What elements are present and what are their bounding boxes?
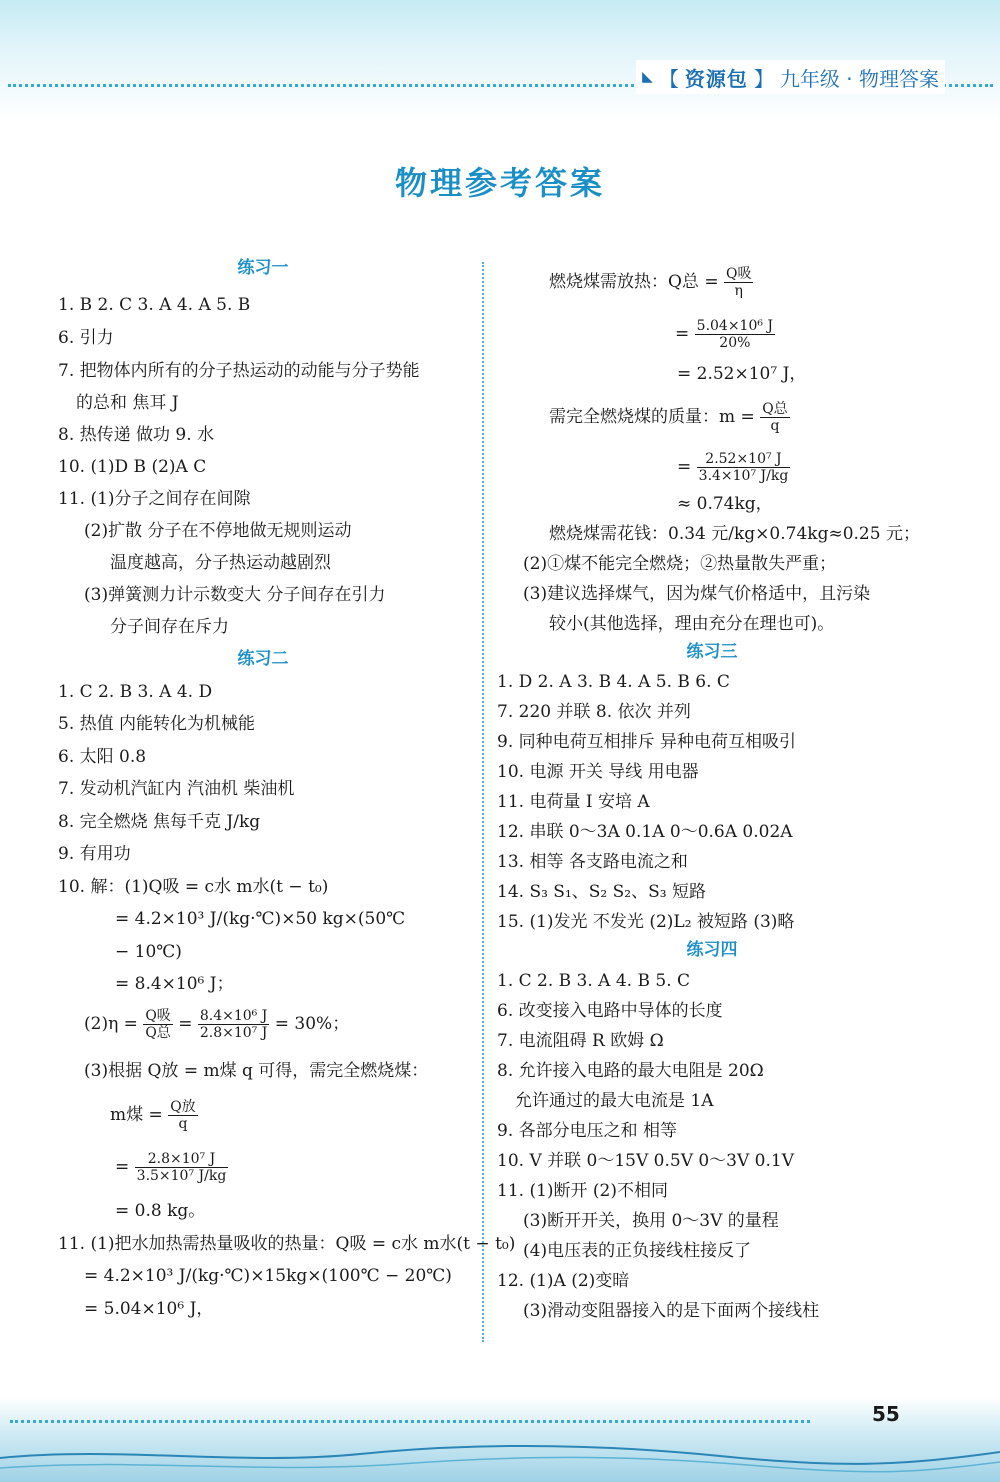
answer-line: 12. 串联 0～3A 0.1A 0～0.6A 0.02A bbox=[497, 822, 793, 842]
footer-wave-decoration bbox=[0, 1436, 1000, 1476]
coal-mass-formula-2 bbox=[549, 401, 790, 434]
answer-line: 分子间存在斥力 bbox=[110, 617, 229, 637]
answer-line: = 0.8 kg。 bbox=[115, 1201, 206, 1221]
numerator: Q放 bbox=[170, 1099, 196, 1115]
bracket-right: 】 bbox=[753, 66, 774, 91]
answer-line: 1. D 2. A 3. B 4. A 5. B 6. C bbox=[497, 672, 730, 692]
formula-text: = bbox=[178, 1014, 193, 1034]
denominator: 20% bbox=[719, 335, 751, 351]
fraction bbox=[695, 318, 775, 351]
answer-line: (2)①煤不能完全燃烧；②热量散失严重； bbox=[523, 554, 837, 574]
fraction bbox=[760, 401, 789, 434]
header-brand: 资源包 bbox=[684, 66, 748, 91]
answer-line: (4)电压表的正负接线柱接反了 bbox=[523, 1241, 752, 1261]
answer-line: 7. 电流阻碍 R 欧姆 Ω bbox=[497, 1031, 664, 1051]
header-subtitle: 九年级 · 物理答案 bbox=[779, 66, 939, 91]
answer-line: 燃烧煤需花钱：0.34 元/kg×0.74kg≈0.25 元； bbox=[549, 524, 920, 544]
denominator: 2.8×10⁷ J bbox=[199, 1025, 268, 1041]
numerator: Q吸 bbox=[726, 266, 752, 282]
answer-line: 13. 相等 各支路电流之和 bbox=[497, 852, 688, 872]
formula-text: 燃烧煤需放热：Q总 = bbox=[549, 272, 719, 292]
fraction bbox=[143, 1008, 172, 1041]
triangle-marker-icon: ◣ bbox=[642, 69, 653, 85]
answer-line: 较小(其他选择，理由充分在理也可)。 bbox=[549, 614, 835, 634]
denominator: η bbox=[734, 283, 743, 299]
answer-line: = 8.4×10⁶ J； bbox=[115, 974, 234, 994]
answer-line: 11. (1)断开 (2)不相同 bbox=[497, 1181, 669, 1201]
answer-line: 5. 热值 内能转化为机械能 bbox=[58, 714, 256, 734]
formula-text: (2)η = bbox=[84, 1014, 138, 1034]
answer-line: 10. (1)D B (2)A C bbox=[58, 457, 207, 477]
answer-line: 8. 允许接入电路的最大电阻是 20Ω bbox=[497, 1061, 764, 1081]
numerator: Q总 bbox=[762, 401, 788, 417]
answer-line: (2)扩散 分子在不停地做无规则运动 bbox=[84, 521, 352, 541]
denominator: 3.4×10⁷ J/kg bbox=[698, 468, 789, 484]
efficiency-formula bbox=[84, 1008, 349, 1041]
answer-line: = 2.52×10⁷ J， bbox=[677, 364, 807, 384]
fraction bbox=[697, 451, 791, 484]
heat-release-calc bbox=[675, 318, 775, 351]
section-title-1: 练习一 bbox=[237, 258, 289, 278]
answer-line: 6. 引力 bbox=[58, 328, 114, 348]
answer-line: 8. 热传递 做功 9. 水 bbox=[58, 425, 215, 445]
coal-mass-calc-2 bbox=[677, 451, 790, 484]
answer-line: (3)根据 Q放 = m煤 q 可得，需完全燃烧煤： bbox=[84, 1061, 429, 1081]
answer-line: 14. S₃ S₁、S₂ S₂、S₃ 短路 bbox=[497, 882, 706, 902]
formula-text: = bbox=[115, 1157, 130, 1177]
heat-release-formula bbox=[549, 266, 753, 299]
answer-line: (3)弹簧测力计示数变大 分子间存在引力 bbox=[84, 585, 386, 605]
formula-text: m煤 = bbox=[110, 1105, 163, 1125]
answer-line: 1. C 2. B 3. A 4. D bbox=[58, 682, 213, 702]
answer-line: 6. 太阳 0.8 bbox=[58, 747, 147, 767]
denominator: q bbox=[770, 418, 780, 434]
numerator: 8.4×10⁶ J bbox=[199, 1008, 268, 1024]
running-header bbox=[636, 60, 945, 94]
formula-text: 需完全燃烧煤的质量：m = bbox=[549, 407, 755, 427]
answer-line: 允许通过的最大电流是 1A bbox=[515, 1091, 714, 1111]
answer-line: = 4.2×10³ J/(kg·℃)×15kg×(100℃ − 20℃) bbox=[84, 1266, 452, 1286]
numerator: Q吸 bbox=[145, 1008, 171, 1024]
answer-line: 8. 完全燃烧 焦每千克 J/kg bbox=[58, 812, 261, 832]
page-title: 物理参考答案 bbox=[394, 164, 605, 202]
fraction bbox=[724, 266, 753, 299]
answer-line: 15. (1)发光 不发光 (2)L₂ 被短路 (3)略 bbox=[497, 912, 795, 932]
formula-text: = bbox=[677, 457, 692, 477]
answer-line: 的总和 焦耳 J bbox=[76, 393, 179, 413]
bracket-left: 【 bbox=[658, 66, 679, 91]
footer-dotted-rule bbox=[10, 1420, 810, 1423]
section-title-4: 练习四 bbox=[686, 940, 738, 960]
section-title-3: 练习三 bbox=[686, 642, 738, 662]
answer-line: 10. V 并联 0～15V 0.5V 0～3V 0.1V bbox=[497, 1151, 794, 1171]
answer-line: 温度越高，分子热运动越剧烈 bbox=[110, 553, 331, 573]
answer-line: 1. C 2. B 3. A 4. B 5. C bbox=[497, 971, 691, 991]
fraction bbox=[135, 1151, 229, 1184]
denominator: q bbox=[178, 1116, 188, 1132]
answer-line: (3)建议选择煤气，因为煤气价格适中，且污染 bbox=[523, 584, 871, 604]
answer-line: (3)滑动变阻器接入的是下面两个接线柱 bbox=[523, 1301, 820, 1321]
numerator: 2.8×10⁷ J bbox=[135, 1151, 229, 1168]
page-number: 55 bbox=[872, 1402, 900, 1426]
column-divider bbox=[482, 262, 484, 1342]
denominator: Q总 bbox=[145, 1025, 171, 1041]
answer-line: = 5.04×10⁶ J， bbox=[84, 1299, 214, 1319]
fraction bbox=[198, 1008, 269, 1041]
denominator: 3.5×10⁷ J/kg bbox=[136, 1168, 227, 1184]
answer-line: 9. 各部分电压之和 相等 bbox=[497, 1121, 678, 1141]
answer-line: ≈ 0.74kg， bbox=[677, 494, 773, 514]
fraction bbox=[168, 1099, 197, 1132]
answer-line: (3)断开开关，换用 0～3V 的量程 bbox=[523, 1211, 779, 1231]
answer-line: − 10℃) bbox=[115, 942, 182, 962]
answer-line: 11. 电荷量 I 安培 A bbox=[497, 792, 650, 812]
answer-line: 7. 把物体内所有的分子热运动的动能与分子势能 bbox=[58, 361, 420, 381]
answer-line: 10. 解：(1)Q吸 = c水 m水(t − t₀) bbox=[58, 877, 329, 897]
answer-line: 10. 电源 开关 导线 用电器 bbox=[497, 762, 699, 782]
answer-line: 6. 改变接入电路中导体的长度 bbox=[497, 1001, 723, 1021]
numerator: 2.52×10⁷ J bbox=[697, 451, 791, 468]
numerator: 5.04×10⁶ J bbox=[696, 318, 774, 334]
answer-line: 12. (1)A (2)变暗 bbox=[497, 1271, 630, 1291]
answer-line: 9. 有用功 bbox=[58, 844, 131, 864]
answer-line: 1. B 2. C 3. A 4. A 5. B bbox=[58, 295, 251, 315]
coal-mass-calc bbox=[115, 1151, 228, 1184]
formula-text: = 30%； bbox=[274, 1014, 350, 1034]
answer-line: 7. 220 并联 8. 依次 并列 bbox=[497, 702, 691, 722]
answer-line: 11. (1)把水加热需热量吸收的热量：Q吸 = c水 m水(t − t₀) bbox=[58, 1234, 516, 1254]
section-title-2: 练习二 bbox=[237, 649, 289, 669]
answer-line: 11. (1)分子之间存在间隙 bbox=[58, 489, 251, 509]
answer-line: 9. 同种电荷互相排斥 异种电荷互相吸引 bbox=[497, 732, 797, 752]
coal-mass-formula bbox=[110, 1099, 198, 1132]
answer-line: 7. 发动机汽缸内 汽油机 柴油机 bbox=[58, 779, 295, 799]
formula-text: = bbox=[675, 324, 690, 344]
answer-line: = 4.2×10³ J/(kg·℃)×50 kg×(50℃ bbox=[115, 909, 406, 929]
